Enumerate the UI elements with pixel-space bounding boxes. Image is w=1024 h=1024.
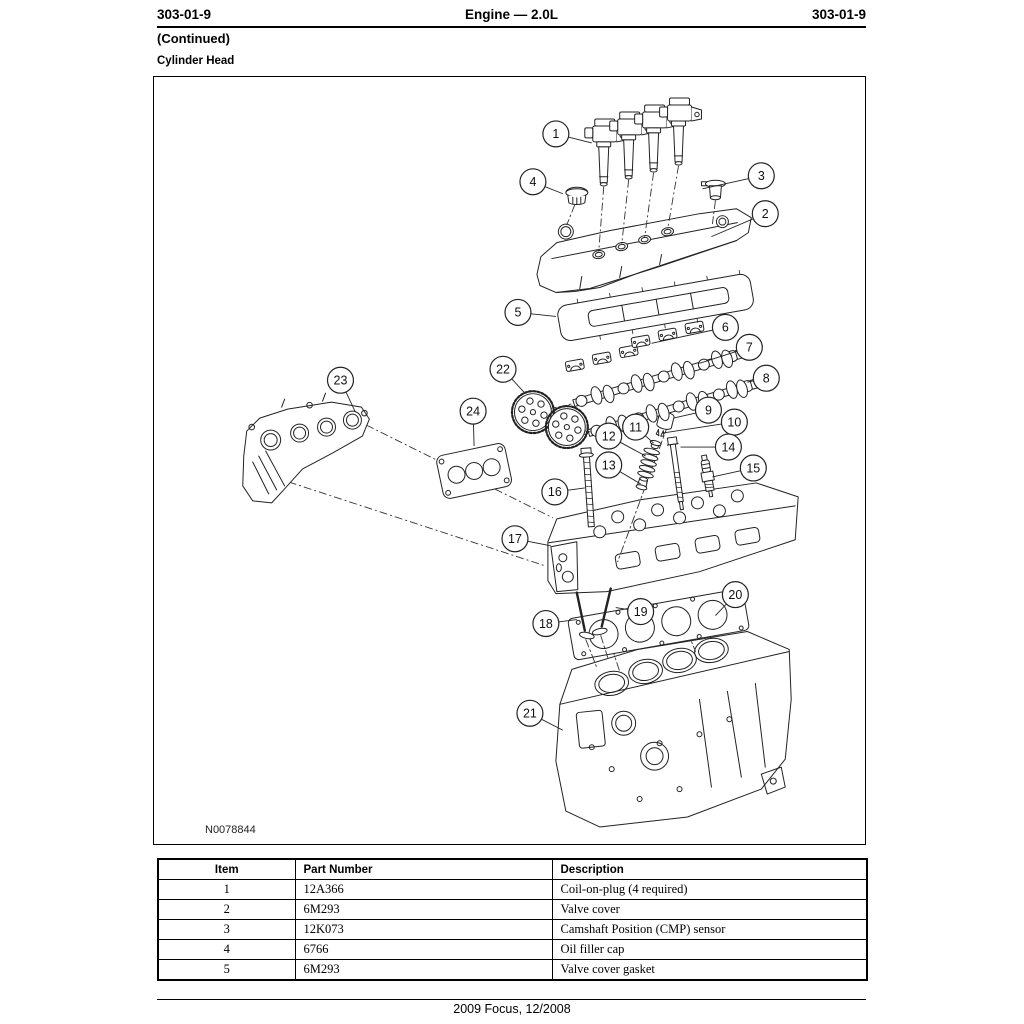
table-row — [158, 960, 867, 981]
callout-15 — [712, 455, 766, 481]
parts-table — [157, 858, 868, 981]
manifold-gasket-drawing — [435, 442, 512, 499]
figure-frame — [153, 76, 866, 845]
parts-table-header-row — [158, 859, 867, 880]
svg-text:19: 19 — [633, 604, 648, 619]
footer-rule — [157, 999, 866, 1000]
valve-spring-drawing — [637, 447, 660, 479]
description-cell: Valve cover gasket — [552, 960, 867, 981]
intake-camshaft-drawing — [556, 340, 759, 417]
description-cell: Coil-on-plug (4 required) — [552, 880, 867, 900]
svg-text:12: 12 — [601, 429, 616, 444]
svg-text:8: 8 — [762, 371, 770, 386]
svg-text:18: 18 — [538, 616, 553, 631]
svg-text:22: 22 — [496, 362, 510, 377]
svg-text:14: 14 — [721, 440, 736, 455]
svg-text:16: 16 — [547, 485, 562, 500]
table-row — [158, 940, 867, 960]
callout-5 — [505, 299, 556, 325]
camshaft-sprocket-drawing — [546, 406, 588, 448]
item-cell: 3 — [158, 920, 295, 940]
svg-text:17: 17 — [508, 532, 522, 547]
description-cell: Valve cover — [552, 900, 867, 920]
svg-text:24: 24 — [466, 404, 481, 419]
item-cell: 4 — [158, 940, 295, 960]
svg-text:5: 5 — [514, 305, 522, 320]
footer-text: 2009 Focus, 12/2008 — [453, 1002, 571, 1016]
col-header-description: Description — [552, 859, 867, 880]
item-cell: 5 — [158, 960, 295, 981]
svg-text:3: 3 — [757, 169, 765, 184]
engine-block-drawing — [556, 632, 791, 827]
valve-stem-seal-drawing — [636, 476, 650, 491]
svg-text:2: 2 — [761, 206, 769, 221]
figure-id-label: N0078844 — [205, 824, 256, 836]
callout-14 — [681, 434, 742, 460]
svg-text:21: 21 — [523, 706, 537, 721]
table-row — [158, 920, 867, 940]
part-number-cell: 12A366 — [295, 880, 552, 900]
callout-16 — [542, 479, 585, 505]
svg-text:10: 10 — [727, 415, 742, 430]
item-cell: 1 — [158, 880, 295, 900]
svg-text:4: 4 — [529, 175, 537, 190]
svg-text:15: 15 — [746, 461, 761, 476]
part-number-cell: 6766 — [295, 940, 552, 960]
part-number-cell: 6M293 — [295, 900, 552, 920]
svg-text:13: 13 — [601, 458, 616, 473]
oil-filler-cap-drawing — [566, 187, 588, 224]
col-header-part-number: Part Number — [295, 859, 552, 880]
continued-label: (Continued) — [157, 31, 230, 46]
part-number-cell: 6M293 — [295, 960, 552, 981]
description-cell: Camshaft Position (CMP) sensor — [552, 920, 867, 940]
callout-13 — [596, 452, 641, 484]
header-rule — [157, 26, 866, 28]
callout-24 — [460, 398, 486, 446]
svg-text:7: 7 — [745, 340, 753, 355]
table-row — [158, 900, 867, 920]
svg-text:20: 20 — [728, 587, 743, 602]
callout-22 — [490, 356, 524, 392]
header-left-page-number: 303-01-9 — [157, 7, 212, 22]
part-number-cell: 12K073 — [295, 920, 552, 940]
camshaft-sprocket-drawing — [512, 391, 554, 433]
svg-text:11: 11 — [629, 420, 643, 435]
callout-21 — [517, 700, 563, 730]
callout-17 — [502, 526, 551, 552]
page-header — [157, 7, 866, 22]
col-header-item: Item — [158, 859, 295, 880]
table-row — [158, 880, 867, 900]
svg-text:6: 6 — [721, 320, 729, 335]
item-cell: 2 — [158, 900, 295, 920]
svg-text:1: 1 — [552, 127, 560, 142]
callout-4 — [520, 169, 563, 195]
engine-exploded-view — [154, 77, 865, 844]
header-right-page-number: 303-01-9 — [811, 7, 866, 22]
section-title: Cylinder Head — [157, 55, 235, 67]
svg-text:9: 9 — [704, 403, 712, 418]
description-cell: Oil filler cap — [552, 940, 867, 960]
exhaust-manifold-drawing — [243, 393, 370, 503]
cylinder-head-drawing — [548, 483, 798, 594]
header-title: Engine — 2.0L — [464, 7, 559, 22]
svg-text:23: 23 — [333, 373, 348, 388]
